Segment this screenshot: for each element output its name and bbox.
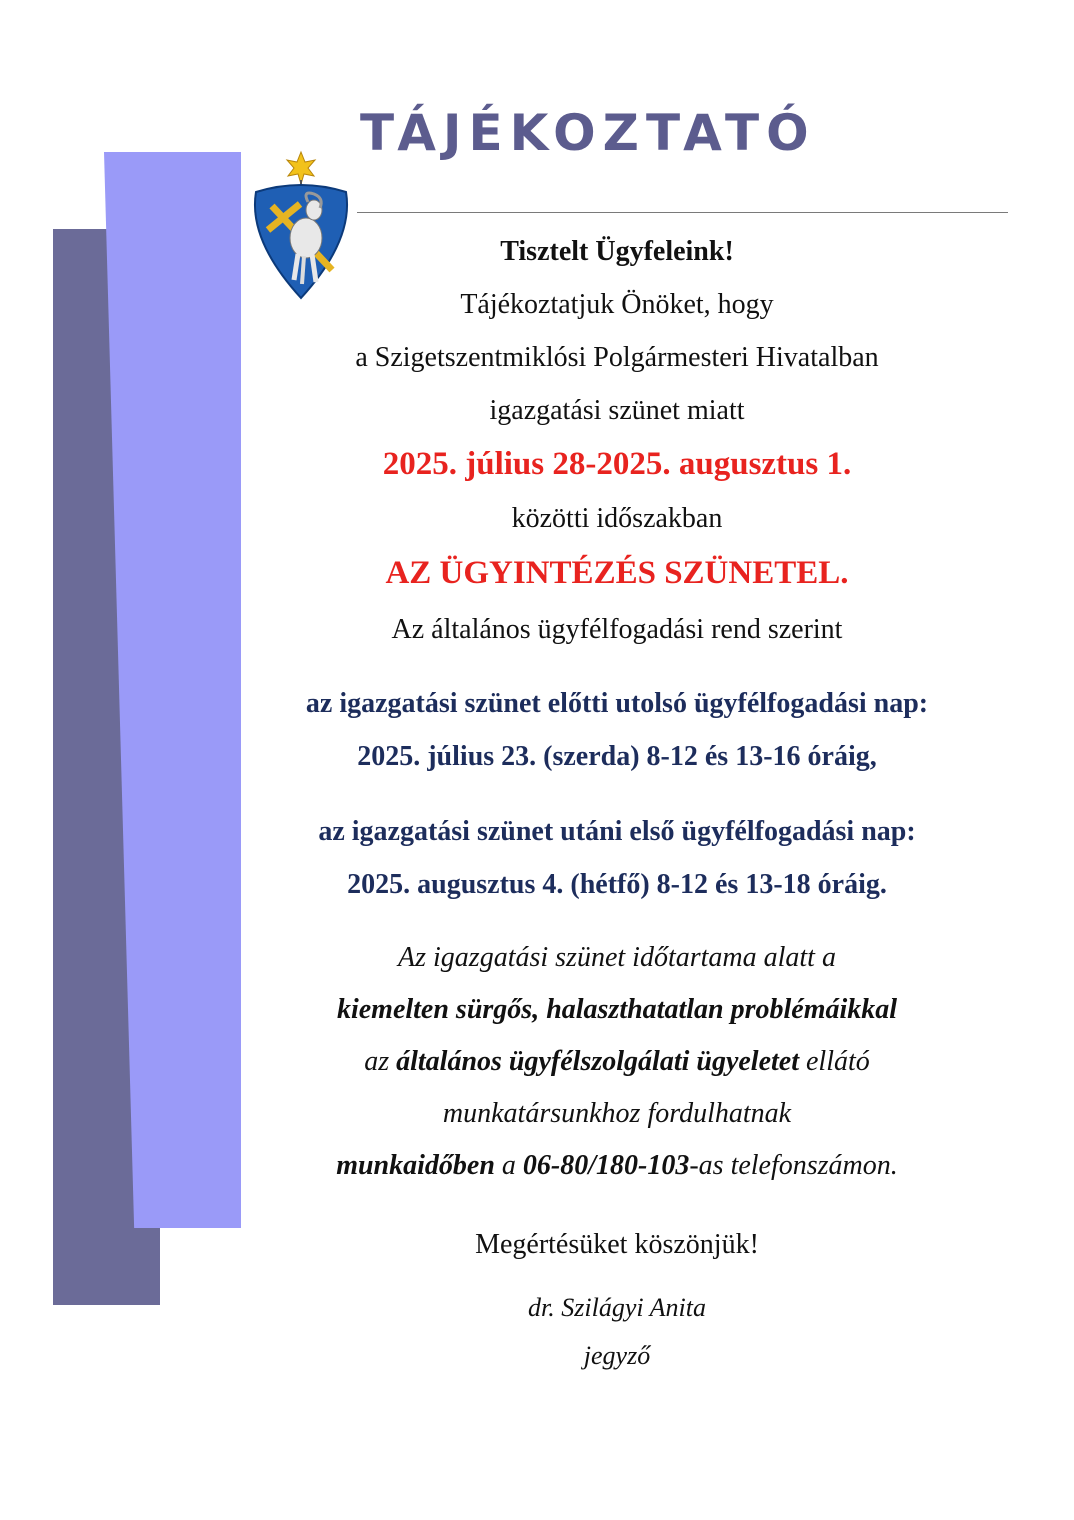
thanks: Megértésüket köszönjük! [475, 1229, 759, 1260]
intro-line-3: igazgatási szünet miatt [489, 395, 745, 426]
urgent-line-5: munkaidőben a 06-80/180-103-as telefonszámon. [336, 1150, 898, 1181]
urgent-line-1: Az igazgatási szünet időtartama alatt a [398, 942, 836, 973]
last-day-label: az igazgatási szünet előtti utolsó ügyfélfogadási nap: [305, 688, 929, 719]
phone-number: 06-80/180-103 [522, 1150, 690, 1181]
page-title: TÁJÉKOZTATÓ [360, 104, 816, 162]
title-divider [357, 212, 1008, 213]
intro-line-1: Tájékoztatjuk Önöket, hogy [460, 289, 774, 320]
first-day-value: 2025. augusztus 4. (hétfő) 8-12 és 13-18 óráig. [347, 869, 887, 900]
intro-line-2: a Szigetszentmiklósi Polgármesteri Hivatalban [355, 342, 879, 373]
greeting: Tisztelt Ügyfeleink! [500, 236, 734, 267]
urgent-line-4: munkatársunkhoz fordulhatnak [442, 1098, 792, 1129]
urgent-line-2: kiemelten sürgős, halaszthatatlan problémáikkal [336, 994, 898, 1025]
closure-period: 2025. július 28-2025. augusztus 1. [382, 446, 852, 482]
coat-of-arms-icon [244, 150, 358, 302]
signature-name: dr. Szilágyi Anita [528, 1293, 706, 1322]
closure-headline: AZ ÜGYINTÉZÉS SZÜNETEL. [385, 555, 849, 591]
first-day-label: az igazgatási szünet utáni első ügyfélfogadási nap: [318, 816, 916, 847]
signature-role: jegyző [583, 1341, 651, 1370]
urgent-line-3: az általános ügyfélszolgálati ügyeletet ellátó [364, 1046, 870, 1077]
period-suffix: közötti időszakban [511, 503, 723, 534]
schedule-intro: Az általános ügyfélfogadási rend szerint [391, 614, 843, 645]
last-day-value: 2025. július 23. (szerda) 8-12 és 13-16 óráig, [357, 741, 877, 772]
